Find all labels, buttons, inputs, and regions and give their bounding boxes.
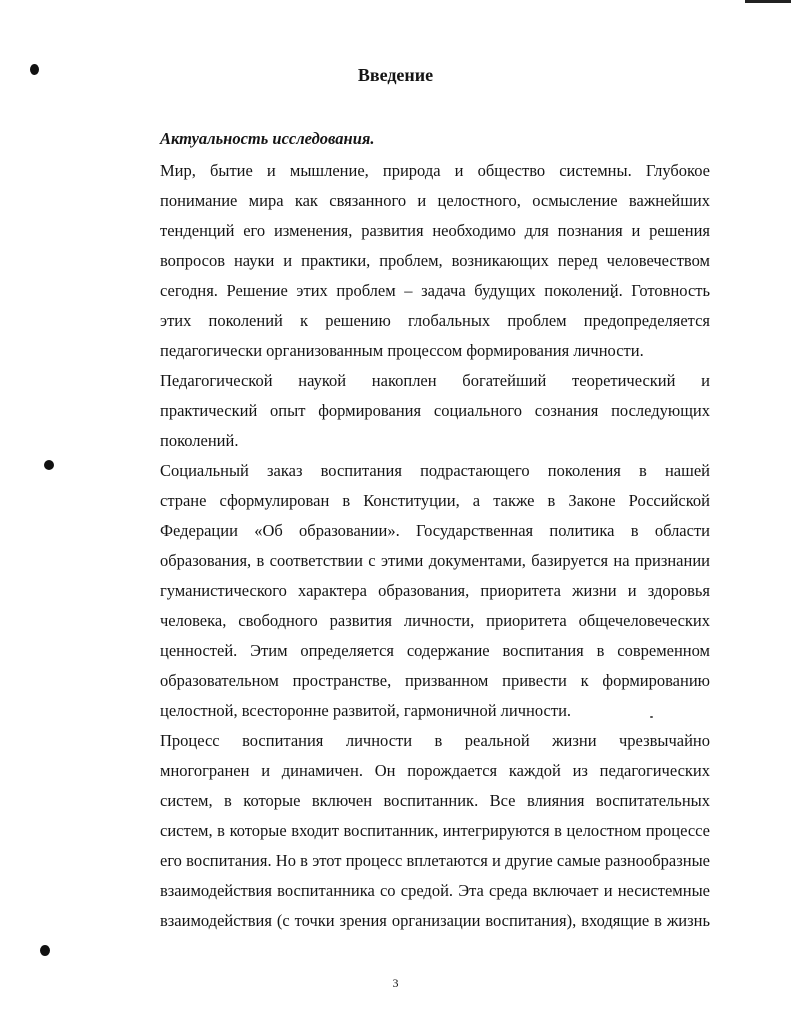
paragraph-4 bbox=[116, 726, 710, 936]
text-line: тенденций его изменения, развития необходимо для познания и решения bbox=[160, 221, 710, 240]
text-line: педагогически организованным процессом формирования личности. bbox=[160, 341, 644, 360]
text-line: гуманистического характера образования, приоритета жизни и здоровья bbox=[160, 581, 710, 600]
paragraph-2 bbox=[116, 366, 710, 456]
text-line: взаимодействия (с точки зрения организации воспитания), входящие в жизнь bbox=[160, 911, 710, 930]
text-line: его воспитания. Но в этот процесс вплетаются и другие самые разнообразные bbox=[160, 851, 710, 870]
text-line: образования, в соответствии с этими документами, базируется на признании bbox=[160, 551, 710, 570]
section-subtitle: Актуальность исследования. bbox=[160, 129, 375, 148]
text-line: стране сформулирован в Конституции, а также в Законе Российской bbox=[160, 491, 710, 510]
text-line: человека, свободного развития личности, приоритета общечеловеческих bbox=[160, 611, 710, 630]
text-line: ценностей. Этим определяется содержание воспитания в современном bbox=[160, 641, 710, 660]
page-number: 3 bbox=[392, 976, 399, 990]
hole-punch-mark-middle bbox=[44, 460, 54, 470]
text-line: вопросов науки и практики, проблем, возникающих перед человечеством bbox=[160, 251, 710, 270]
text-line: Федерации «Об образовании». Государственная политика в области bbox=[160, 521, 710, 540]
scan-corner-mark bbox=[745, 0, 791, 3]
text-line: систем, в которые включен воспитанник. Все влияния воспитательных bbox=[160, 791, 710, 810]
text-line: понимание мира как связанного и целостного, осмысление важнейших bbox=[160, 191, 710, 210]
text-line: Социальный заказ воспитания подрастающего поколения в нашей bbox=[160, 461, 710, 480]
hole-punch-mark-bottom bbox=[40, 945, 50, 956]
paragraph-3 bbox=[116, 456, 710, 726]
page-title: Введение bbox=[357, 65, 434, 85]
text-line: практический опыт формирования социального сознания последующих bbox=[160, 401, 710, 420]
text-line: сегодня. Решение этих проблем – задача будущих поколений. Готовность bbox=[160, 281, 710, 300]
text-line: образовательном пространстве, призванном привести к формированию bbox=[160, 671, 710, 690]
text-line: Мир, бытие и мышление, природа и общество системны. Глубокое bbox=[160, 161, 710, 180]
text-line: Процесс воспитания личности в реальной жизни чрезвычайно bbox=[160, 731, 710, 750]
text-line: многогранен и динамичен. Он порождается каждой из педагогических bbox=[160, 761, 710, 780]
text-line: целостной, всесторонне развитой, гармоничной личности. bbox=[160, 701, 572, 720]
paragraph-1 bbox=[116, 156, 710, 366]
text-line: этих поколений к решению глобальных проблем предопределяется bbox=[160, 311, 710, 330]
text-line: Педагогической наукой накоплен богатейший теоретический и bbox=[160, 371, 710, 390]
text-line: взаимодействия воспитанника со средой. Эта среда включает и несистемные bbox=[160, 881, 710, 900]
body-text bbox=[116, 156, 710, 936]
text-line: поколений. bbox=[160, 431, 239, 450]
text-line: систем, в которые входит воспитанник, интегрируются в целостном процессе bbox=[160, 821, 710, 840]
